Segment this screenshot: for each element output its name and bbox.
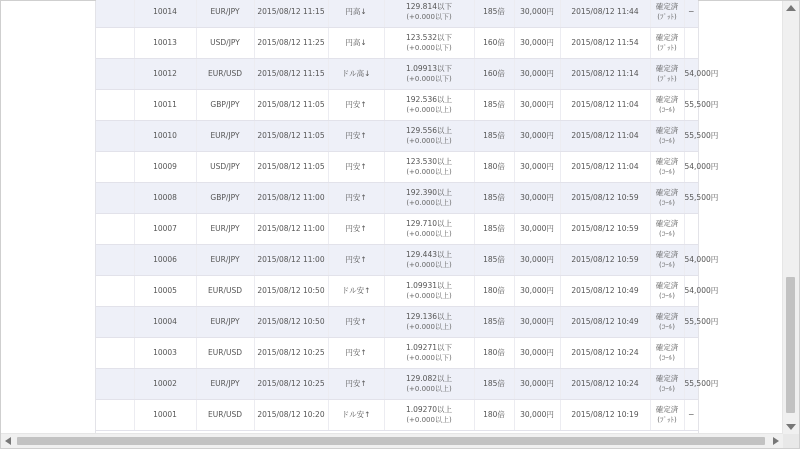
pair-cell: EUR/JPY bbox=[196, 307, 254, 338]
rate-cell-line: (+0.000以下) bbox=[406, 44, 452, 52]
status-cell-line: 確定済 bbox=[655, 95, 679, 104]
rate-cell-line: 129.710以上 bbox=[405, 219, 452, 228]
rate-cell bbox=[384, 369, 474, 400]
rate-cell bbox=[384, 214, 474, 245]
rate-cell bbox=[384, 0, 474, 28]
status-cell-line: 確定済 bbox=[655, 250, 679, 259]
rate-cell-line: 129.082以上 bbox=[405, 374, 452, 383]
id-cell: 10007 bbox=[134, 214, 196, 245]
datetime-cell: 2015/08/12 11:00 bbox=[254, 214, 328, 245]
expiry-cell: 2015/08/12 10:49 bbox=[560, 307, 650, 338]
expiry-cell: 2015/08/12 10:59 bbox=[560, 183, 650, 214]
amount-cell: 30,000円 bbox=[514, 152, 560, 183]
left-pad bbox=[96, 0, 134, 28]
status-cell-line: (ﾌﾟｯﾄ) bbox=[657, 416, 677, 424]
datetime-cell: 2015/08/12 11:15 bbox=[254, 59, 328, 90]
profit-cell: − bbox=[684, 0, 698, 28]
datetime-cell: 2015/08/12 10:25 bbox=[254, 338, 328, 369]
expiry-cell: 2015/08/12 11:04 bbox=[560, 90, 650, 121]
table-row bbox=[96, 59, 698, 90]
pair-cell: EUR/JPY bbox=[196, 0, 254, 28]
trade-history-table bbox=[95, 1, 719, 437]
direction-cell: 円安↑ bbox=[328, 307, 384, 338]
status-cell bbox=[650, 59, 684, 90]
id-cell: 10010 bbox=[134, 121, 196, 152]
payout-cell: 185倍 bbox=[474, 121, 514, 152]
pair-cell: EUR/JPY bbox=[196, 369, 254, 400]
status-cell-line: 確定済 bbox=[655, 343, 679, 352]
pair-cell: EUR/USD bbox=[196, 59, 254, 90]
status-cell-line: (ｺｰﾙ) bbox=[659, 137, 675, 145]
horizontal-scroll-thumb[interactable] bbox=[17, 437, 765, 445]
datetime-cell: 2015/08/12 10:50 bbox=[254, 276, 328, 307]
status-cell bbox=[650, 338, 684, 369]
left-pad bbox=[96, 369, 134, 400]
vertical-scrollbar[interactable] bbox=[782, 1, 799, 434]
pair-cell: EUR/JPY bbox=[196, 245, 254, 276]
payout-cell: 185倍 bbox=[474, 0, 514, 28]
status-cell-line: (ｺｰﾙ) bbox=[659, 230, 675, 238]
left-pad bbox=[96, 245, 134, 276]
rate-cell bbox=[384, 276, 474, 307]
rate-cell-line: 123.530以上 bbox=[405, 157, 452, 166]
pair-cell: GBP/JPY bbox=[196, 183, 254, 214]
rate-cell-line: (+0.000以上) bbox=[406, 168, 452, 176]
table-row bbox=[96, 121, 698, 152]
left-pad bbox=[96, 214, 134, 245]
payout-cell: 180倍 bbox=[474, 152, 514, 183]
rate-cell-line: (+0.000以上) bbox=[406, 137, 452, 145]
direction-cell: 円安↑ bbox=[328, 214, 384, 245]
rate-cell-line: 192.390以上 bbox=[405, 188, 452, 197]
datetime-cell: 2015/08/12 10:50 bbox=[254, 307, 328, 338]
direction-cell: ドル安↑ bbox=[328, 276, 384, 307]
datetime-cell: 2015/08/12 11:05 bbox=[254, 121, 328, 152]
id-cell: 10008 bbox=[134, 183, 196, 214]
profit-cell: 54,000円 bbox=[684, 59, 698, 90]
rate-cell-line: 129.814以下 bbox=[405, 2, 452, 11]
id-cell: 10013 bbox=[134, 28, 196, 59]
status-cell bbox=[650, 183, 684, 214]
left-pad bbox=[96, 90, 134, 121]
rate-cell-line: 1.09931以上 bbox=[405, 281, 452, 290]
payout-cell: 185倍 bbox=[474, 307, 514, 338]
left-pad bbox=[96, 307, 134, 338]
table-row bbox=[96, 214, 698, 245]
rate-cell-line: (+0.000以上) bbox=[406, 230, 452, 238]
horizontal-scrollbar[interactable] bbox=[1, 433, 783, 448]
rate-cell-line: (+0.000以上) bbox=[406, 292, 452, 300]
history-table bbox=[96, 0, 719, 431]
status-cell bbox=[650, 307, 684, 338]
status-cell-line: (ﾌﾟｯﾄ) bbox=[657, 75, 677, 83]
amount-cell: 30,000円 bbox=[514, 121, 560, 152]
status-cell-line: 確定済 bbox=[655, 2, 679, 11]
datetime-cell: 2015/08/12 11:05 bbox=[254, 152, 328, 183]
status-cell bbox=[650, 276, 684, 307]
rate-cell-line: 1.09271以下 bbox=[405, 343, 452, 352]
status-cell bbox=[650, 121, 684, 152]
expiry-cell: 2015/08/12 10:24 bbox=[560, 338, 650, 369]
status-cell-line: (ｺｰﾙ) bbox=[659, 199, 675, 207]
profit-cell: 55,500円 bbox=[684, 121, 698, 152]
datetime-cell: 2015/08/12 11:00 bbox=[254, 183, 328, 214]
status-cell bbox=[650, 0, 684, 28]
datetime-cell: 2015/08/12 10:25 bbox=[254, 369, 328, 400]
expiry-cell: 2015/08/12 10:19 bbox=[560, 400, 650, 431]
amount-cell: 30,000円 bbox=[514, 214, 560, 245]
direction-cell: 円安↑ bbox=[328, 152, 384, 183]
amount-cell: 30,000円 bbox=[514, 369, 560, 400]
profit-cell: − bbox=[684, 400, 698, 431]
rate-cell-line: 192.536以上 bbox=[405, 95, 452, 104]
direction-cell: 円安↑ bbox=[328, 369, 384, 400]
rate-cell-line: (+0.000以下) bbox=[406, 354, 452, 362]
id-cell: 10002 bbox=[134, 369, 196, 400]
left-pad bbox=[96, 276, 134, 307]
status-cell-line: 確定済 bbox=[655, 281, 679, 290]
id-cell: 10004 bbox=[134, 307, 196, 338]
direction-cell: 円安↑ bbox=[328, 90, 384, 121]
expiry-cell: 2015/08/12 10:59 bbox=[560, 214, 650, 245]
pair-cell: EUR/JPY bbox=[196, 214, 254, 245]
payout-cell: 185倍 bbox=[474, 214, 514, 245]
rate-cell-line: (+0.000以下) bbox=[406, 13, 452, 21]
rate-cell-line: 129.556以上 bbox=[405, 126, 452, 135]
scroll-up-icon[interactable] bbox=[786, 5, 796, 11]
id-cell: 10003 bbox=[134, 338, 196, 369]
rate-cell bbox=[384, 121, 474, 152]
status-cell-line: 確定済 bbox=[655, 219, 679, 228]
payout-cell: 185倍 bbox=[474, 183, 514, 214]
rate-cell bbox=[384, 28, 474, 59]
datetime-cell: 2015/08/12 11:25 bbox=[254, 28, 328, 59]
table-row bbox=[96, 276, 698, 307]
profit-cell: 55,500円 bbox=[684, 369, 698, 400]
status-cell-line: 確定済 bbox=[655, 33, 679, 42]
id-cell: 10009 bbox=[134, 152, 196, 183]
datetime-cell: 2015/08/12 11:00 bbox=[254, 245, 328, 276]
status-cell-line: (ｺｰﾙ) bbox=[659, 168, 675, 176]
profit-cell: 55,500円 bbox=[684, 307, 698, 338]
direction-cell: ドル高↓ bbox=[328, 59, 384, 90]
id-cell: 10012 bbox=[134, 59, 196, 90]
status-cell-line: 確定済 bbox=[655, 157, 679, 166]
status-cell bbox=[650, 90, 684, 121]
left-pad bbox=[96, 400, 134, 431]
table-row bbox=[96, 400, 698, 431]
rate-cell-line: 123.532以下 bbox=[405, 33, 452, 42]
id-cell: 10001 bbox=[134, 400, 196, 431]
status-cell-line: (ｺｰﾙ) bbox=[659, 292, 675, 300]
payout-cell: 160倍 bbox=[474, 59, 514, 90]
profit-cell bbox=[684, 214, 698, 245]
status-cell-line: (ｺｰﾙ) bbox=[659, 106, 675, 114]
profit-cell: 54,000円 bbox=[684, 152, 698, 183]
pair-cell: USD/JPY bbox=[196, 152, 254, 183]
pair-cell: EUR/USD bbox=[196, 400, 254, 431]
table-row bbox=[96, 183, 698, 214]
rate-cell bbox=[384, 338, 474, 369]
direction-cell: 円安↑ bbox=[328, 338, 384, 369]
payout-cell: 180倍 bbox=[474, 338, 514, 369]
status-cell-line: 確定済 bbox=[655, 126, 679, 135]
rate-cell bbox=[384, 152, 474, 183]
rate-cell-line: (+0.000以上) bbox=[406, 106, 452, 114]
table-row bbox=[96, 0, 698, 28]
left-pad bbox=[96, 338, 134, 369]
rate-cell bbox=[384, 90, 474, 121]
status-cell-line: 確定済 bbox=[655, 188, 679, 197]
left-pad bbox=[96, 121, 134, 152]
rate-cell-line: (+0.000以上) bbox=[406, 323, 452, 331]
left-pad bbox=[96, 183, 134, 214]
table-row bbox=[96, 152, 698, 183]
amount-cell: 30,000円 bbox=[514, 90, 560, 121]
payout-cell: 180倍 bbox=[474, 400, 514, 431]
rate-cell-line: 1.09913以下 bbox=[405, 64, 452, 73]
status-cell bbox=[650, 28, 684, 59]
rate-cell bbox=[384, 400, 474, 431]
status-cell-line: (ｺｰﾙ) bbox=[659, 354, 675, 362]
profit-cell: 54,000円 bbox=[684, 276, 698, 307]
status-cell bbox=[650, 369, 684, 400]
pair-cell: EUR/JPY bbox=[196, 121, 254, 152]
datetime-cell: 2015/08/12 11:15 bbox=[254, 0, 328, 28]
payout-cell: 185倍 bbox=[474, 245, 514, 276]
expiry-cell: 2015/08/12 11:04 bbox=[560, 152, 650, 183]
table-row bbox=[96, 245, 698, 276]
status-cell bbox=[650, 152, 684, 183]
rate-cell bbox=[384, 183, 474, 214]
rate-cell bbox=[384, 307, 474, 338]
table-row bbox=[96, 90, 698, 121]
scroll-left-icon[interactable] bbox=[5, 437, 11, 445]
status-cell bbox=[650, 400, 684, 431]
amount-cell: 30,000円 bbox=[514, 28, 560, 59]
status-cell-line: 確定済 bbox=[655, 405, 679, 414]
rate-cell-line: 129.443以上 bbox=[405, 250, 452, 259]
scrollbar-corner bbox=[783, 434, 799, 448]
pair-cell: USD/JPY bbox=[196, 28, 254, 59]
status-cell-line: (ｺｰﾙ) bbox=[659, 385, 675, 393]
status-cell-line: (ｺｰﾙ) bbox=[659, 323, 675, 331]
amount-cell: 30,000円 bbox=[514, 276, 560, 307]
rate-cell-line: (+0.000以上) bbox=[406, 385, 452, 393]
id-cell: 10006 bbox=[134, 245, 196, 276]
rate-cell-line: 1.09270以上 bbox=[405, 405, 452, 414]
direction-cell: ドル安↑ bbox=[328, 400, 384, 431]
expiry-cell: 2015/08/12 11:54 bbox=[560, 28, 650, 59]
datetime-cell: 2015/08/12 11:05 bbox=[254, 90, 328, 121]
left-pad bbox=[96, 152, 134, 183]
pair-cell: GBP/JPY bbox=[196, 90, 254, 121]
rate-cell-line: (+0.000以上) bbox=[406, 199, 452, 207]
rate-cell-line: (+0.000以上) bbox=[406, 261, 452, 269]
scroll-down-icon[interactable] bbox=[786, 424, 796, 430]
pair-cell: EUR/USD bbox=[196, 338, 254, 369]
table-row bbox=[96, 307, 698, 338]
status-cell-line: (ﾌﾟｯﾄ) bbox=[657, 44, 677, 52]
status-cell-line: (ﾌﾟｯﾄ) bbox=[657, 13, 677, 21]
profit-cell bbox=[684, 28, 698, 59]
amount-cell: 30,000円 bbox=[514, 183, 560, 214]
pair-cell: EUR/USD bbox=[196, 276, 254, 307]
payout-cell: 185倍 bbox=[474, 369, 514, 400]
amount-cell: 30,000円 bbox=[514, 338, 560, 369]
rate-cell bbox=[384, 59, 474, 90]
status-cell-line: 確定済 bbox=[655, 64, 679, 73]
profit-cell: 55,500円 bbox=[684, 90, 698, 121]
expiry-cell: 2015/08/12 10:59 bbox=[560, 245, 650, 276]
scroll-right-icon[interactable] bbox=[773, 437, 779, 445]
amount-cell: 30,000円 bbox=[514, 400, 560, 431]
status-cell-line: (ｺｰﾙ) bbox=[659, 261, 675, 269]
direction-cell: 円安↑ bbox=[328, 183, 384, 214]
left-pad bbox=[96, 28, 134, 59]
rate-cell bbox=[384, 245, 474, 276]
profit-cell: 55,500円 bbox=[684, 183, 698, 214]
expiry-cell: 2015/08/12 10:49 bbox=[560, 276, 650, 307]
expiry-cell: 2015/08/12 11:14 bbox=[560, 59, 650, 90]
direction-cell: 円安↑ bbox=[328, 121, 384, 152]
datetime-cell: 2015/08/12 10:20 bbox=[254, 400, 328, 431]
id-cell: 10005 bbox=[134, 276, 196, 307]
expiry-cell: 2015/08/12 10:24 bbox=[560, 369, 650, 400]
id-cell: 10014 bbox=[134, 0, 196, 28]
profit-cell bbox=[684, 338, 698, 369]
amount-cell: 30,000円 bbox=[514, 59, 560, 90]
status-cell bbox=[650, 214, 684, 245]
expiry-cell: 2015/08/12 11:04 bbox=[560, 121, 650, 152]
direction-cell: 円高↓ bbox=[328, 0, 384, 28]
table-row bbox=[96, 369, 698, 400]
profit-cell: 54,000円 bbox=[684, 245, 698, 276]
amount-cell: 30,000円 bbox=[514, 307, 560, 338]
amount-cell: 30,000円 bbox=[514, 245, 560, 276]
table-row bbox=[96, 28, 698, 59]
id-cell: 10011 bbox=[134, 90, 196, 121]
vertical-scroll-thumb[interactable] bbox=[786, 277, 795, 413]
left-pad bbox=[96, 59, 134, 90]
table-row bbox=[96, 338, 698, 369]
rate-cell-line: (+0.000以下) bbox=[406, 75, 452, 83]
payout-cell: 160倍 bbox=[474, 28, 514, 59]
status-cell-line: 確定済 bbox=[655, 312, 679, 321]
rate-cell-line: 129.136以上 bbox=[405, 312, 452, 321]
amount-cell: 30,000円 bbox=[514, 0, 560, 28]
payout-cell: 180倍 bbox=[474, 276, 514, 307]
status-cell bbox=[650, 245, 684, 276]
direction-cell: 円高↓ bbox=[328, 28, 384, 59]
rate-cell-line: (+0.000以上) bbox=[406, 416, 452, 424]
expiry-cell: 2015/08/12 11:44 bbox=[560, 0, 650, 28]
payout-cell: 185倍 bbox=[474, 90, 514, 121]
status-cell-line: 確定済 bbox=[655, 374, 679, 383]
direction-cell: 円安↑ bbox=[328, 245, 384, 276]
